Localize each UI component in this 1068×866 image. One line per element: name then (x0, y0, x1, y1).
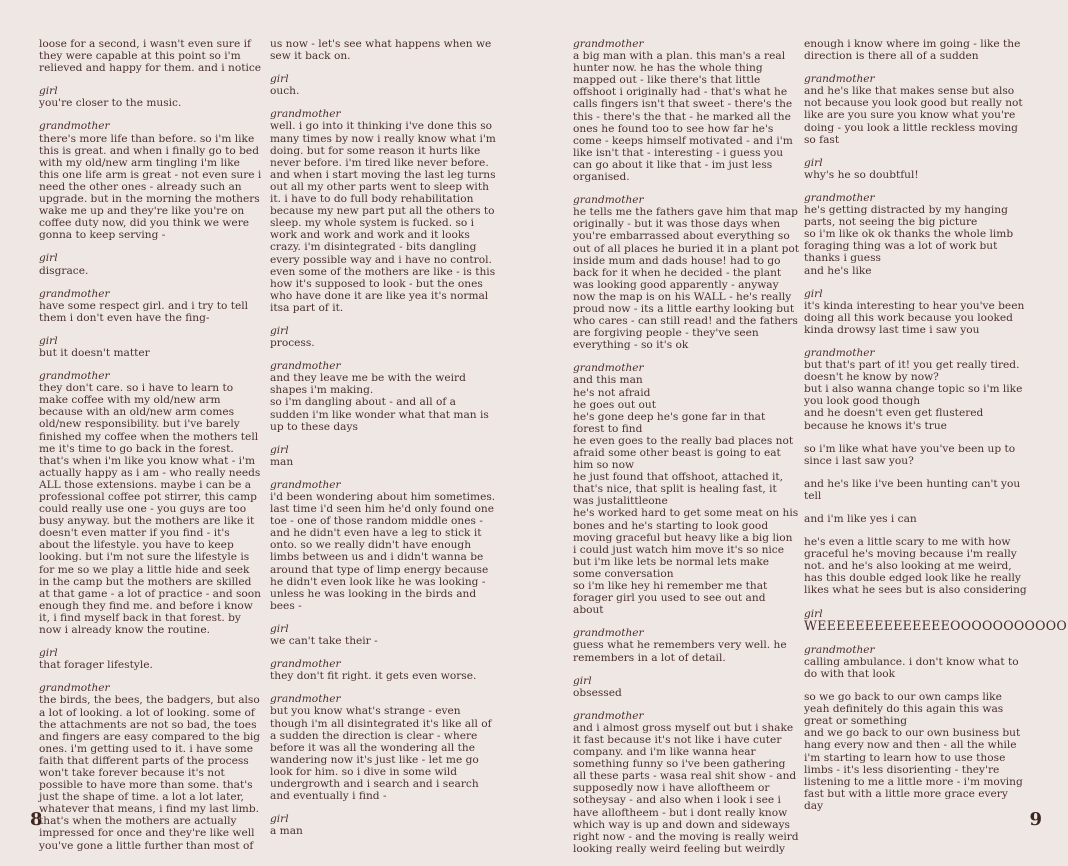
left-page-column-2 (270, 38, 496, 848)
dialogue-text: WEEEEEEEEEEEEEEOOOOOOOOOOO (804, 617, 1068, 633)
dialogue-paragraph (804, 38, 1030, 62)
dialogue-paragraph (573, 675, 799, 699)
dialogue-text: he tells me the fathers gave him that map originally - but it was those days when you're embarrassed about everything so out of all places he buried it in a plant pot inside mum and dads house! had to go back for it when he decided - the plant was looking good apparently - anyway now the map is on his WALL - he's really proud now - its a little earthy looking but who cares - can still read! and the fathers are forgiving people - they've seen everything - so it's ok (573, 206, 800, 352)
dialogue-paragraph (804, 288, 1030, 336)
dialogue-text: loose for a second, i wasn't even sure if they were capable at this point so i'm relieved and happy for them. and i notice (39, 38, 262, 75)
dialogue-text: us now - let's see what happens when we sew it back on. (270, 38, 492, 63)
speaker-label: girl (270, 324, 289, 337)
dialogue-text: he's getting distracted by my hanging parts, not seeing the big picture so i'm like ok ok thanks the whole limb foraging thing was a lot of work but thanks i guess and he's like (804, 204, 1014, 277)
dialogue-paragraph (270, 479, 496, 612)
dialogue-paragraph (39, 252, 263, 276)
dialogue-text: i'd been wondering about him sometimes. last time i'd seen him he'd only found one toe - one of those random middle ones - and he didn't even have a leg to stick it onto. so we really didn't have enough limbs between us and i didn't wanna be around that type of limp energy because he didn't even look like he was looking - unless he was looking in the birds and bees - (270, 491, 496, 612)
dialogue-paragraph (573, 362, 799, 616)
dialogue-paragraph (270, 38, 496, 62)
speaker-label: grandmother (270, 478, 341, 491)
dialogue-paragraph (270, 73, 496, 97)
dialogue-paragraph (39, 288, 263, 324)
dialogue-paragraph (804, 443, 1030, 467)
speaker-label: grandmother (573, 362, 644, 375)
dialogue-text: process. (270, 337, 315, 350)
dialogue-paragraph (39, 38, 263, 74)
dialogue-paragraph (270, 360, 496, 433)
dialogue-paragraph (573, 710, 799, 855)
dialogue-paragraph (39, 682, 263, 851)
dialogue-paragraph (270, 444, 496, 468)
dialogue-text: a big man with a plan. this man's a real hunter now. he has the whole thing mapped out - like there's that little offshoot i originally had - that's what he calls fingers isn't that sweet - there's the this - there's the that - he marked all the ones he found too to see how far he's come - keeps himself motivated - and i'm like isn't that - interesting - i guess you can go about it like that - im just less organised. (573, 50, 793, 184)
dialogue-text: they don't care. so i have to learn to make coffee with my old/new arm because with an old/new arm comes old/new responsibility. but i've barely finished my coffee when the mothers tell me it's time to go back in the forest. that's when i'm like you know what - i'm actually happy as i am - who really needs ALL those extensions. maybe i can be a professional coffee pot stirrer, this camp could really use one - you guys are too busy anyway. but the mothers are like it doesn't even matter if you find - it's about the lifestyle. you have to keep looking. but i'm not sure the lifestyle is for me so we play a little hide and seek in the camp but the mothers are skilled at that game - a lot of practice - and soon enough they find me. and before i know it, i find myself back in that forest. by now i already know the routine. (39, 382, 261, 637)
dialogue-text: obsessed (573, 686, 622, 699)
dialogue-text: a man (270, 825, 303, 838)
dialogue-paragraph (804, 478, 1030, 502)
speaker-label: grandmother (39, 370, 110, 383)
dialogue-paragraph (39, 120, 263, 241)
speaker-label: girl (270, 443, 289, 456)
speaker-label: grandmother (573, 709, 644, 722)
page-number-right: 9 (1029, 809, 1042, 830)
dialogue-paragraph (270, 813, 496, 837)
dialogue-text: calling ambulance. i don't know what to do with that look (804, 655, 1019, 680)
speaker-label: girl (39, 85, 58, 98)
speaker-label: grandmother (39, 682, 110, 695)
speaker-label: grandmother (804, 191, 875, 204)
page-number-left: 8 (30, 809, 43, 830)
speaker-label: grandmother (270, 658, 341, 671)
speaker-label: girl (270, 813, 289, 826)
dialogue-paragraph (804, 157, 1030, 181)
dialogue-text: and i almost gross myself out but i shake it fast because it's not like i have cuter company. and i'm like wanna hear something funny so i've been gathering all these parts - wasa real shit show - and supposedly now i have alloftheem or sotheysay - and also when i look i see i have alloftheem - but i dont really know which way is up and down and sideways right now - and the moving is really weird looking really weird feeling but weirdly (573, 721, 799, 855)
dialogue-text: guess what he remembers very well. he remembers in a lot of detail. (573, 639, 787, 664)
dialogue-paragraph (39, 647, 263, 671)
dialogue-text: but that's part of it! you get really tired. doesn't he know by now? but i also wanna change topic so i'm like you look good though and he doesn't even get flustered because he knows it's true (804, 359, 1023, 432)
speaker-label: grandmother (39, 120, 110, 133)
dialogue-text: we can't take their - (270, 635, 378, 648)
dialogue-paragraph (804, 536, 1030, 596)
speaker-label: grandmother (804, 346, 875, 359)
speaker-label: girl (573, 674, 592, 687)
speaker-label: grandmother (804, 643, 875, 656)
dialogue-text: why's he so doubtful! (804, 168, 919, 181)
speaker-label: girl (270, 73, 289, 86)
dialogue-paragraph (39, 370, 263, 636)
dialogue-paragraph (270, 108, 496, 314)
dialogue-text: you're closer to the music. (39, 97, 182, 110)
dialogue-paragraph (804, 691, 1030, 812)
dialogue-paragraph (270, 623, 496, 647)
dialogue-paragraph (804, 644, 1030, 680)
dialogue-paragraph (270, 693, 496, 802)
left-page (0, 0, 534, 852)
dialogue-paragraph (804, 192, 1030, 277)
speaker-label: grandmother (270, 360, 341, 373)
dialogue-paragraph (39, 335, 263, 359)
left-page-column-1 (39, 38, 263, 863)
dialogue-text: that forager lifestyle. (39, 659, 153, 672)
dialogue-text: and i'm like yes i can (804, 513, 917, 525)
dialogue-text: ouch. (270, 85, 300, 98)
dialogue-text: and this man he's not afraid he goes out out he's gone deep he's gone far in that forest to find he even goes to the really bad places not afraid some other beast is going to eat him so now he just found that offshoot, attached it, that's nice, that split is healing fast, it was justalittleone he's worked hard to get some meat on his bones and he's starting to look good moving graceful but heavy like a big lion i could just watch him move it's so nice but i'm like lets be normal lets make some conversation so i'm like hey hi remember me that forager girl you used to see out and about (573, 374, 799, 617)
right-page-column-1 (573, 38, 799, 866)
dialogue-text: the birds, the bees, the badgers, but also a lot of looking. a lot of looking. some of the attachments are not so bad, the toes and fingers are easy compared to the big ones. i'm getting used to it. i have some faith that different parts of the process won't take forever because it's not possible to have more than some. that's just the shape of time. a lot a lot later, whatever that means, i find my last limb. that's when the mothers are actually impressed for once and they're like well you've gone a little further than most of (39, 694, 261, 852)
dialogue-paragraph (573, 38, 799, 183)
right-page (534, 0, 1068, 855)
speaker-label: girl (39, 252, 58, 265)
speaker-label: girl (39, 647, 58, 660)
dialogue-text: so i'm like what have you've been up to since i last saw you? (804, 442, 1016, 467)
dialogue-paragraph (804, 347, 1030, 432)
speaker-label: girl (804, 287, 823, 300)
dialogue-text: so we go back to our own camps like yeah definitely do this again this was great or something and we go back to our own business but hang every now and then - all the while i'm starting to learn how to use those limbs - it's less disorienting - they're listening to me a little more - i'm moving fast but with a little more grace every day (804, 691, 1023, 812)
speaker-label: grandmother (573, 627, 644, 640)
dialogue-text: it's kinda interesting to hear you've been doing all this work because you looked kinda drowsy last time i saw you (804, 299, 1025, 336)
dialogue-text: enough i know where im going - like the direction is there all of a sudden (804, 38, 1021, 63)
dialogue-text: they don't fit right. it gets even worse. (270, 670, 477, 683)
speaker-label: girl (270, 622, 289, 635)
speaker-label: girl (39, 334, 58, 347)
dialogue-paragraph (270, 325, 496, 349)
dialogue-paragraph (804, 73, 1030, 146)
dialogue-text: disgrace. (39, 264, 89, 277)
dialogue-paragraph (804, 513, 1030, 525)
right-page-column-2 (804, 38, 1068, 823)
dialogue-text: have some respect girl. and i try to tell them i don't even have the fing- (39, 299, 249, 324)
dialogue-paragraph (39, 85, 263, 109)
dialogue-text: well. i go into it thinking i've done this so many times by now i really know what i'm doing. but for some reason it hurts like never before. i'm tired like never before. and when i start moving the last leg turns out all my other parts went to sleep with it. i have to do full body rehabilitation because my new part put all the others to sleep. my whole system is fucked. so i work and work and work and it looks crazy. i'm disintegrated - bits dangling every possible way and i have no control. even some of the mothers are like - is this how it's supposed to look - but the ones who have done it are like yea it's normal itsa part of it. (270, 120, 496, 314)
speaker-label: grandmother (270, 108, 341, 121)
dialogue-text: he's even a little scary to me with how graceful he's moving because i'm really not. and he's also looking at me weird, has this double edged look like he really likes what he sees but is also considering (804, 536, 1027, 597)
dialogue-text: and he's like i've been hunting can't you tell (804, 477, 1021, 502)
dialogue-text: but it doesn't matter (39, 346, 150, 359)
speaker-label: girl (804, 607, 823, 620)
dialogue-text: and they leave me be with the weird shapes i'm making. so i'm dangling about - and all of a sudden i'm like wonder what that man is up to these days (270, 372, 489, 433)
speaker-label: grandmother (573, 38, 644, 50)
speaker-label: grandmother (270, 693, 341, 706)
dialogue-paragraph (804, 607, 1068, 633)
dialogue-text: but you know what's strange - even though i'm all disintegrated it's like all of a sudden the direction is clear - where before it was all the wondering all the wandering now it's just like - let me go look for him. so i dive in some wild undergrowth and i search and i search and eventually i find - (270, 705, 492, 803)
dialogue-paragraph (573, 627, 799, 663)
speaker-label: girl (804, 156, 823, 169)
dialogue-text: there's more life than before. so i'm like this is great. and when i finally go to bed with my old/new arm tingling i'm like this one life arm is great - not even sure i need the other ones - already such an upgrade. but in the morning the mothers wake me up and they're like you're on coffee duty now, did you think we were gonna to keep serving - (39, 132, 262, 242)
speaker-label: grandmother (804, 73, 875, 86)
speaker-label: grandmother (573, 194, 644, 207)
dialogue-paragraph (270, 658, 496, 682)
dialogue-text: man (270, 455, 294, 468)
dialogue-paragraph (573, 194, 799, 351)
speaker-label: grandmother (39, 287, 110, 300)
dialogue-text: and he's like that makes sense but also not because you look good but really not like are you sure you know what you're doing - you look a little reckless moving so fast (804, 85, 1023, 146)
